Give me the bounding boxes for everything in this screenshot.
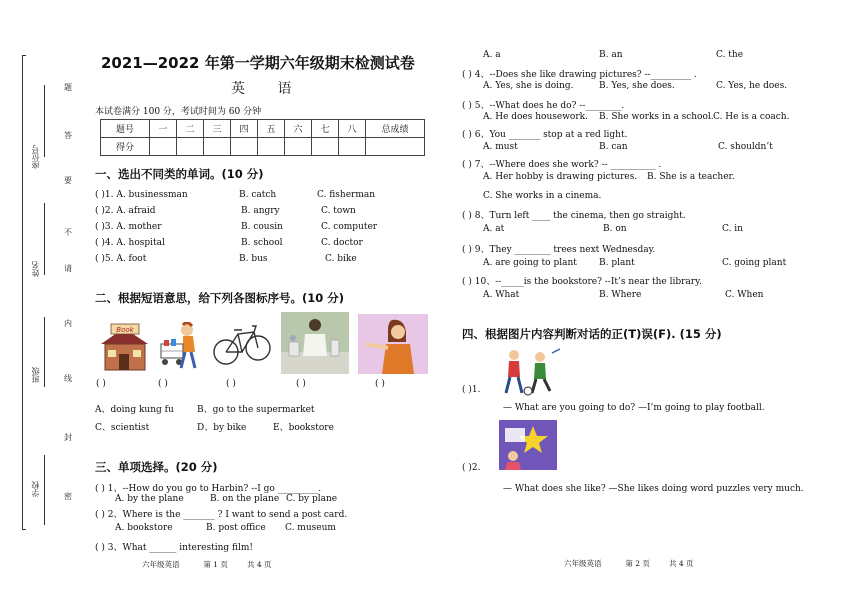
- s3-q2-c: C. museum: [285, 523, 336, 533]
- r-q9: ( ) 9、They ________ trees next Wednesday.: [462, 245, 656, 255]
- exam-info: 本试卷满分 100 分，考试时间为 60 分钟: [95, 107, 262, 117]
- class-label: 班级: [31, 367, 40, 383]
- s4-q2-bracket[interactable]: ( )2.: [462, 463, 481, 473]
- r-q4-a: A. Yes, she is doing.: [483, 81, 574, 91]
- seal-char: 答: [64, 131, 72, 140]
- score-head: 总成绩: [366, 120, 425, 138]
- seal-char: 题: [64, 83, 72, 92]
- r-q10-b: B. Where: [599, 290, 642, 300]
- score-cell[interactable]: [366, 138, 425, 156]
- score-cell[interactable]: [150, 138, 177, 156]
- r-q8-c: C. in: [722, 224, 743, 234]
- r-q9-c: C. going plant: [722, 258, 787, 268]
- section4-title: 四、根据图片内容判断对话的正(T)误(F). (15 分): [462, 327, 722, 341]
- s1-q1: ( )1. A. businessman: [95, 190, 188, 200]
- subject-title: 英 语: [231, 81, 306, 97]
- r-q8-b: B. on: [603, 224, 627, 234]
- book-sign-text: Book: [116, 326, 134, 334]
- score-head: 四: [231, 120, 258, 138]
- score-head: 五: [258, 120, 285, 138]
- football-picture: [500, 347, 562, 397]
- score-head: 六: [285, 120, 312, 138]
- s3-q1: ( ) 1、--How do you go to Harbin? --I go _________.: [95, 484, 322, 494]
- seal-char: 密: [64, 492, 72, 501]
- score-cell[interactable]: [258, 138, 285, 156]
- s4-q2-dialog: — What does she like? —She likes doing word puzzles very much.: [503, 484, 804, 494]
- puzzle-picture: [499, 420, 557, 470]
- name-field[interactable]: [44, 203, 45, 275]
- r-q3-b: B. an: [599, 50, 623, 60]
- s1-q3-b: B. cousin: [241, 222, 283, 232]
- s3-q3: ( ) 3、What ______ interesting film!: [95, 543, 254, 553]
- seal-char: 请: [64, 264, 72, 273]
- s1-q5-b: B. bus: [239, 254, 268, 264]
- s3-q2: ( ) 2、Where is the _______ ? I want to send a post card.: [95, 510, 348, 520]
- r-q7: ( ) 7、--Where does she work? -- __________ .: [462, 160, 662, 170]
- supermarket-picture: [157, 322, 205, 372]
- s3-q2-a: A. bookstore: [115, 523, 173, 533]
- school-field[interactable]: [44, 455, 45, 525]
- s1-q1-b: B. catch: [239, 190, 277, 200]
- r-q8-a: A. at: [483, 224, 505, 234]
- s2-option-c: C、scientist: [95, 423, 150, 433]
- seal-char: 封: [64, 433, 72, 442]
- bookstore-picture: [97, 322, 152, 372]
- s1-q1-c: C. fisherman: [317, 190, 376, 200]
- s1-q4: ( )4. A. hospital: [95, 238, 165, 248]
- score-head: 三: [204, 120, 231, 138]
- r-q10-a: A. What: [483, 290, 520, 300]
- r-q9-b: B. plant: [599, 258, 635, 268]
- page-title: 2021—2022 年第一学期六年级期末检测试卷: [101, 54, 415, 72]
- school-label: 学校: [31, 481, 40, 497]
- r-q4: ( ) 4、--Does she like drawing pictures? --_________ .: [462, 70, 697, 80]
- r-q6-a: A. must: [483, 142, 518, 152]
- score-cell[interactable]: [204, 138, 231, 156]
- r-q6: ( ) 6、You _______ stop at a red light.: [462, 130, 628, 140]
- section2-title: 二、根据短语意思，给下列各图标序号。(10 分): [95, 291, 345, 305]
- scientist-picture: [281, 312, 349, 374]
- seal-char: 内: [64, 319, 72, 328]
- r-q5-a: A. He does housework.: [483, 112, 588, 122]
- r-q4-b: B. Yes, she does.: [599, 81, 675, 91]
- section3-title: 三、单项选择。(20 分): [95, 460, 218, 474]
- s2-option-b: B、go to the supermarket: [197, 405, 315, 415]
- score-cell[interactable]: [231, 138, 258, 156]
- r-q5-b: B. She works in a school.: [599, 112, 714, 122]
- r-q8: ( ) 8、Turn left ____ the cinema, then go straight.: [462, 211, 686, 221]
- s3-q2-b: B. post office: [206, 523, 266, 533]
- s1-q2-b: B. angry: [241, 206, 280, 216]
- footer-right: 六年级英语 第 2 页 共 4 页: [564, 559, 694, 568]
- s4-q1-dialog: — What are you going to do? —I’m going to play football.: [503, 403, 765, 413]
- s3-q1-c: C. by plane: [286, 494, 338, 504]
- score-head: 题号: [101, 120, 150, 138]
- seal-char: 要: [64, 176, 72, 185]
- score-head: 一: [150, 120, 177, 138]
- seal-char: 线: [64, 374, 72, 383]
- pic-answer-bracket[interactable]: ( ): [226, 379, 236, 389]
- r-q6-b: B. can: [599, 142, 628, 152]
- r-q6-c: C. shouldn’t: [718, 142, 773, 152]
- s2-option-e: E、bookstore: [273, 423, 334, 433]
- r-q3-c: C. the: [716, 50, 744, 60]
- seat-field[interactable]: [44, 85, 45, 157]
- s1-q5: ( )5. A. foot: [95, 254, 147, 264]
- kungfu-picture: [358, 314, 428, 374]
- s4-q1-bracket[interactable]: ( )1.: [462, 385, 481, 395]
- score-head: 八: [339, 120, 366, 138]
- score-cell[interactable]: [177, 138, 204, 156]
- class-field[interactable]: [44, 317, 45, 387]
- name-label: 姓名: [31, 261, 40, 277]
- seal-char: 不: [64, 228, 72, 237]
- pic-answer-bracket[interactable]: ( ): [375, 379, 385, 389]
- s3-q1-b: B. on the plane: [210, 494, 280, 504]
- seal-strip: [18, 55, 80, 530]
- s1-q4-c: C. doctor: [321, 238, 363, 248]
- s1-q5-c: C. bike: [325, 254, 357, 264]
- section1-title: 一、选出不同类的单词。(10 分): [95, 167, 264, 181]
- r-q3-a: A. a: [483, 50, 501, 60]
- s1-q3-c: C. computer: [321, 222, 378, 232]
- pic-answer-bracket[interactable]: ( ): [96, 379, 106, 389]
- footer-left: 六年级英语 第 1 页 共 4 页: [142, 560, 272, 569]
- s1-q2: ( )2. A. afraid: [95, 206, 156, 216]
- r-q10: ( ) 10、--_____is the bookstore? --It’s near the library.: [462, 277, 702, 287]
- score-row-label: 得分: [101, 138, 150, 156]
- pic-answer-bracket[interactable]: ( ): [296, 379, 306, 389]
- s1-q2-c: C. town: [321, 206, 356, 216]
- r-q9-a: A. are going to plant: [483, 258, 577, 268]
- s3-q1-a: A. by the plane: [115, 494, 184, 504]
- seat-label: 座位号: [31, 145, 40, 169]
- score-head: 七: [312, 120, 339, 138]
- s2-option-d: D、by bike: [197, 423, 247, 433]
- score-table: [100, 119, 425, 156]
- s2-option-a: A、doing kung fu: [95, 405, 174, 415]
- pic-answer-bracket[interactable]: ( ): [158, 379, 168, 389]
- score-head: 二: [177, 120, 204, 138]
- r-q7-b: B. She is a teacher.: [647, 172, 735, 182]
- score-cell[interactable]: [312, 138, 339, 156]
- r-q7-a: A. Her hobby is drawing pictures.: [483, 172, 638, 182]
- r-q7-c: C. She works in a cinema.: [483, 191, 602, 201]
- s1-q4-b: B. school: [241, 238, 283, 248]
- r-q4-c: C. Yes, he does.: [716, 81, 788, 91]
- s1-q3: ( )3. A. mother: [95, 222, 162, 232]
- score-cell[interactable]: [339, 138, 366, 156]
- score-cell[interactable]: [285, 138, 312, 156]
- bicycle-picture: [212, 318, 272, 370]
- r-q10-c: C. When: [725, 290, 764, 300]
- r-q5: ( ) 5、--What does he do? --________.: [462, 101, 625, 111]
- r-q5-c: C. He is a coach.: [713, 112, 790, 122]
